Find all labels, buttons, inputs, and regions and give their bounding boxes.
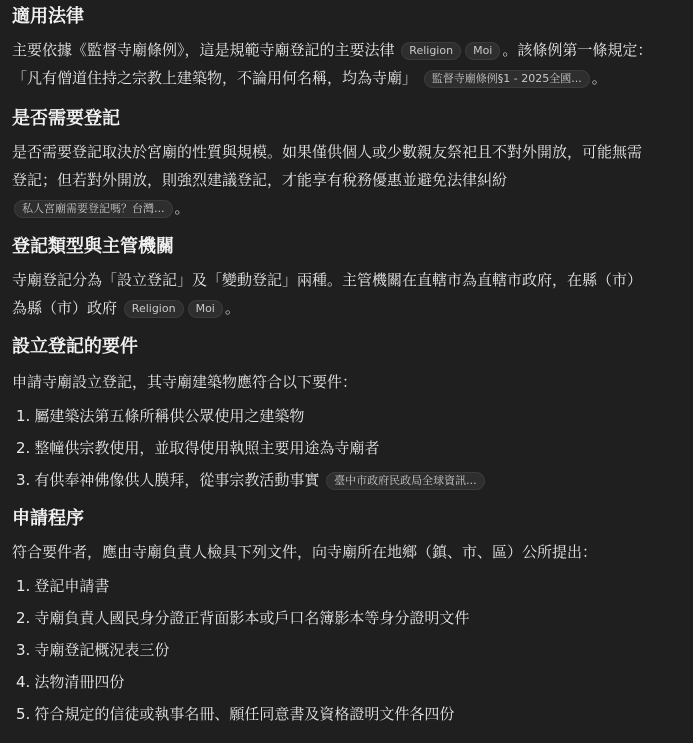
paragraph-applicable-law	[12, 36, 681, 92]
text: 「凡有僧道住持之宗教上建築物，不論用何名稱，均為寺廟」	[12, 69, 418, 87]
text: 。	[224, 299, 240, 317]
paragraph-establishment-intro: 申請寺廟設立登記，其寺廟建築物應符合以下要件：	[12, 373, 358, 391]
list-item	[12, 700, 681, 728]
citation-chip-religion[interactable]: Religion	[124, 300, 184, 318]
list-number: 3.	[16, 641, 31, 659]
list-item	[12, 434, 681, 462]
list-item	[12, 466, 681, 494]
citation-chip-temple-act[interactable]: 監督寺廟條例§1 - 2025全國...	[424, 70, 590, 88]
text: 寺廟登記分為「設立登記」及「變動登記」兩種。主管機關在直轄市為直轄市政府，在縣（市）	[12, 271, 643, 289]
section-heading-establishment-requirements: 設立登記的要件	[12, 336, 138, 357]
paragraph-need-registration	[12, 138, 681, 222]
list-text: 整幢供宗教使用，並取得使用執照主要用途為寺廟者	[34, 439, 380, 457]
list-item	[12, 604, 681, 632]
citation-chip-moi[interactable]: Moi	[188, 300, 223, 318]
list-item	[12, 636, 681, 664]
list-item	[12, 668, 681, 696]
list-text: 符合規定的信徒或執事名冊、願任同意書及資格證明文件各四份	[34, 705, 455, 723]
list-number: 2.	[16, 609, 31, 627]
citation-chip-religion[interactable]: Religion	[401, 42, 461, 60]
list-number: 5.	[16, 705, 31, 723]
text: 。	[591, 69, 607, 87]
list-text: 屬建築法第五條所稱供公眾使用之建築物	[34, 407, 305, 425]
list-number: 4.	[16, 673, 31, 691]
list-number: 2.	[16, 439, 31, 457]
text: 為縣（市）政府	[12, 299, 118, 317]
citation-chip-moi[interactable]: Moi	[465, 42, 500, 60]
text: 主要依據《監督寺廟條例》，這是規範寺廟登記的主要法律	[12, 41, 395, 59]
list-number: 3.	[16, 471, 31, 489]
text: 登記；但若對外開放，則強烈建議登記，才能享有稅務優惠並避免法律糾紛	[12, 171, 508, 189]
paragraph-procedure-intro: 符合要件者，應由寺廟負責人檢具下列文件，向寺廟所在地鄉（鎮、市、區）公所提出：	[12, 543, 598, 561]
citation-chip-private-temple[interactable]: 私人宮廟需要登記嗎？台灣...	[14, 200, 173, 218]
text: 是否需要登記取決於宮廟的性質與規模。如果僅供個人或少數親友祭祀且不對外開放，可能無需	[12, 143, 643, 161]
list-number: 1.	[16, 407, 31, 425]
list-text: 登記申請書	[34, 577, 110, 595]
list-item	[12, 402, 681, 430]
text: 。	[174, 199, 190, 217]
documents-list	[12, 572, 681, 728]
list-text: 寺廟負責人國民身分證正背面影本或戶口名簿影本等身分證明文件	[34, 609, 470, 627]
section-heading-applicable-law: 適用法律	[12, 6, 84, 27]
list-text: 有供奉神佛像供人膜拜，從事宗教活動事實	[34, 471, 320, 489]
paragraph-registration-types	[12, 266, 681, 322]
list-text: 寺廟登記概況表三份	[34, 641, 170, 659]
list-text: 法物清冊四份	[34, 673, 125, 691]
section-heading-need-registration: 是否需要登記	[12, 108, 120, 129]
text: 。該條例第一條規定：	[502, 41, 653, 59]
citation-chip-taichung[interactable]: 臺中市政府民政局全球資訊...	[326, 472, 485, 490]
section-heading-registration-types: 登記類型與主管機關	[12, 236, 174, 257]
section-heading-application-procedure: 申請程序	[12, 508, 84, 529]
list-item	[12, 572, 681, 600]
list-number: 1.	[16, 577, 31, 595]
requirements-list	[12, 402, 681, 494]
